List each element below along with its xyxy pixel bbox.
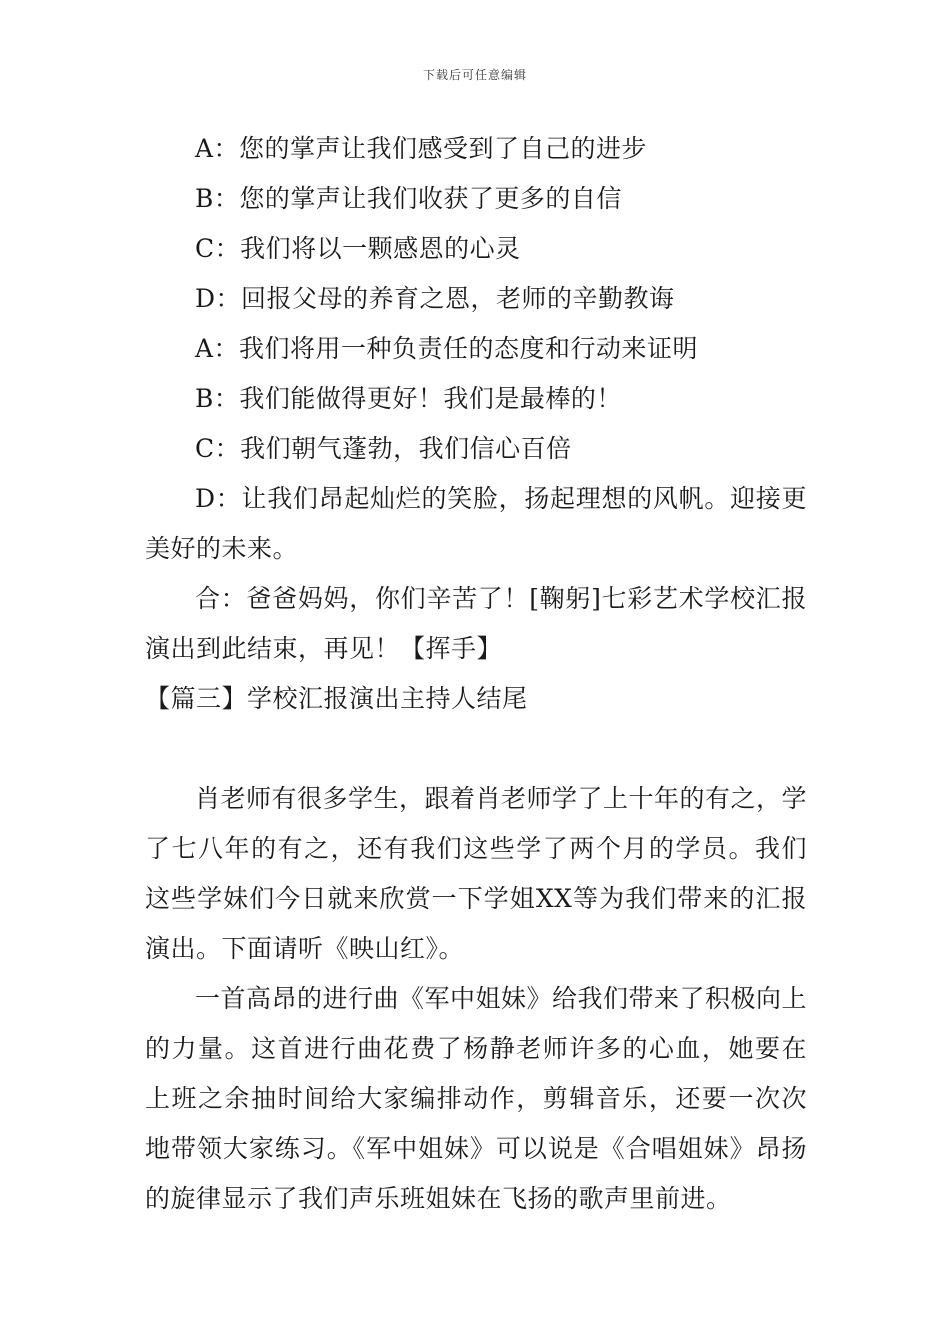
dialogue-line-c2: C：我们朝气蓬勃，我们信心百倍: [195, 434, 572, 463]
dialogue-line-c1: C：我们将以一颗感恩的心灵: [195, 234, 521, 263]
section-heading: 【篇三】学校汇报演出主持人结尾: [145, 684, 528, 713]
dialogue-line-b2: B：我们能做得更好！我们是最棒的！: [195, 384, 622, 413]
dialogue-line-d2: D：让我们昂起灿烂的笑脸，扬起理想的风帆。迎接更美好的未来。: [145, 484, 807, 563]
document-body: [145, 124, 807, 1224]
dialogue-line-a2: A：我们将用一种负责任的态度和行动来证明: [195, 334, 699, 363]
page-header: 下载后可任意编辑: [422, 68, 527, 82]
body-paragraph-2: 一首高昂的进行曲《军中姐妹》给我们带来了积极向上的力量。这首进行曲花费了杨静老师许多的心血，她要在上班之余抽时间给大家编排动作，剪辑音乐，还要一次次地带领大家练习。《军中姐妹》可以说是《合唱姐妹》昂扬的旋律显示了我们声乐班姐妹在飞扬的歌声里前进。: [145, 984, 808, 1213]
dialogue-line-b1: B：您的掌声让我们收获了更多的自信: [195, 184, 622, 213]
dialogue-line-d1: D：回报父母的养育之恩，老师的辛勤教诲: [195, 284, 675, 313]
blank-line: [145, 724, 807, 774]
dialogue-line-a1: A：您的掌声让我们感受到了自己的进步: [195, 134, 648, 163]
body-paragraph-1: 肖老师有很多学生，跟着肖老师学了上十年的有之，学了七八年的有之，还有我们这些学了两个月的学员。我们这些学妹们今日就来欣赏一下学姐XX等为我们带来的汇报演出。下面请听《映山红》。: [145, 784, 808, 963]
dialogue-line-all: 合：爸爸妈妈，你们辛苦了！[鞠躬]七彩艺术学校汇报演出到此结束，再见！【挥手】: [145, 584, 807, 663]
